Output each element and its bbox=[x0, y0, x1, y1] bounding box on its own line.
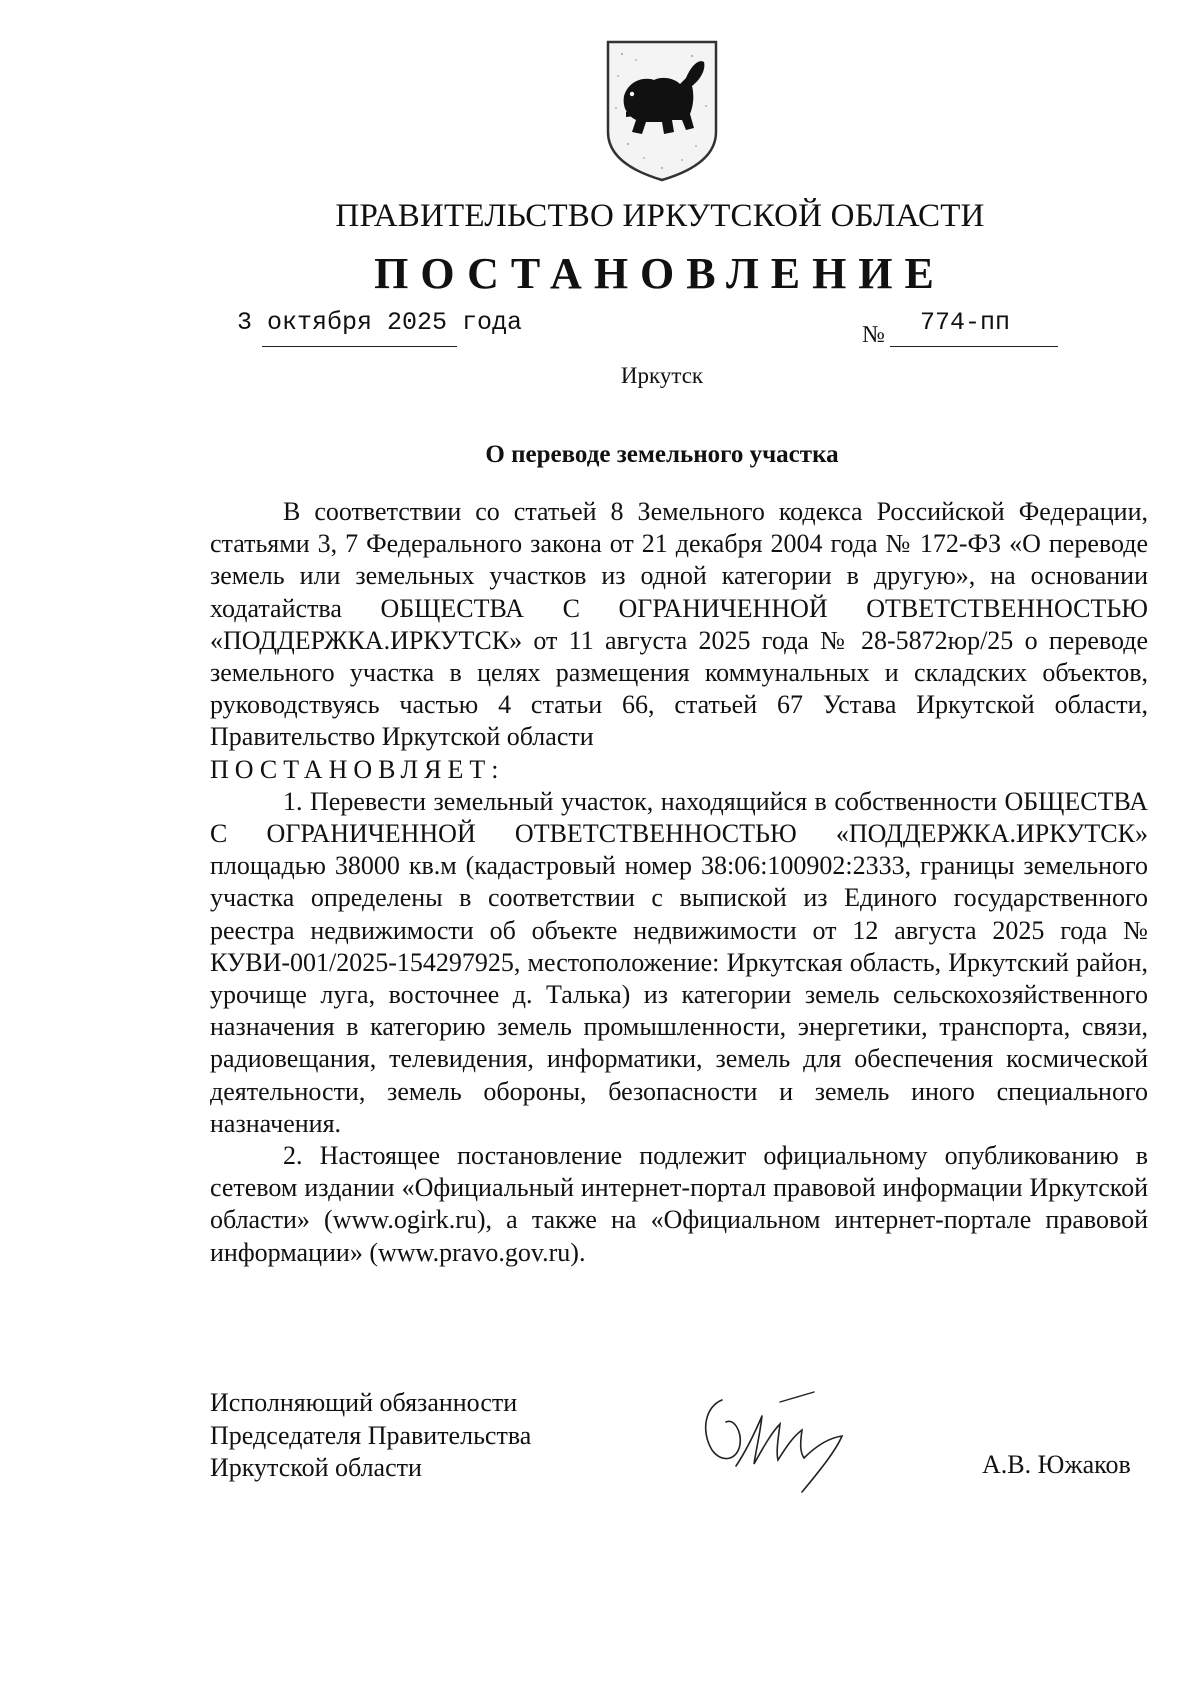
resolves-keyword: ПОСТАНОВЛЯЕТ: bbox=[210, 754, 505, 784]
document-subject: О переводе земельного участка bbox=[485, 441, 839, 468]
number-sign: № bbox=[862, 322, 885, 348]
handwritten-signature bbox=[696, 1388, 906, 1498]
document-date: 3 октября 2025 года bbox=[237, 308, 523, 337]
signatory-name: А.В. Южаков bbox=[982, 1450, 1131, 1479]
signatory-position-line: Председателя Правительства bbox=[210, 1420, 532, 1450]
signatory-position-line: Иркутской области bbox=[210, 1453, 422, 1482]
issue-city: Иркутск bbox=[620, 363, 704, 388]
signatory-position bbox=[210, 1387, 531, 1485]
document-type-title: ПОСТАНОВЛЕНИЕ bbox=[374, 249, 946, 298]
date-underline bbox=[262, 346, 457, 347]
number-underline bbox=[890, 346, 1058, 347]
preamble-paragraph: В соответствии со статьей 8 Земельного кодекса Российской Федерации, статьями 3, 7 Федерального закона от 21 декабря 2004 года № 172-ФЗ «О переводе земель или земельных участков из одной категории в другую», на основании ходатайства ОБЩЕСТВА С ОГРАНИЧЕННОЙ ОТВЕТСТВЕННОСТЬЮ «ПОДДЕРЖКА.ИРКУТСК» от 11 августа 2025 года № 28-5872юр/25 о переводе земельного участка в целях размещения коммунальных и складских объектов, руководствуясь частью 4 статьи 66, статьей 67 Устава Иркутской области, Правительство Иркутской области bbox=[210, 497, 1148, 752]
item-1-paragraph: 1. Перевести земельный участок, находящийся в собственности ОБЩЕСТВА С ОГРАНИЧЕННОЙ ОТВЕТСТВЕННОСТЬЮ «ПОДДЕРЖКА.ИРКУТСК» площадью 38000 кв.м (кадастровый номер 38:06:100902:2333, границы земельного участка определены в соответствии с выпиской из Единого государственного реестра недвижимости об объекте недвижимости от 12 августа 2025 года № КУВИ-001/2025-154297925, местоположение: Иркутская область, Иркутский район, урочище луга, восточнее д. Талька) из категории земель сельскохозяйственного назначения в категорию земель промышленности, энергетики, транспорта, связи, радиовещания, телевидения, информатики, земель для обеспечения космической деятельности, земель обороны, безопасности и земель иного специального назначения. bbox=[210, 786, 1148, 1138]
signatory-position-line: Исполняющий обязанности bbox=[210, 1388, 518, 1417]
document-body bbox=[210, 496, 1148, 1269]
irkutsk-coat-of-arms-icon bbox=[602, 36, 722, 184]
document-number: 774-пп bbox=[920, 308, 1011, 337]
item-2-paragraph: 2. Настоящее постановление подлежит официальному опубликованию в сетевом издании «Официальный интернет-портал правовой информации Иркутской области» (www.ogirk.ru), а также на «Официальном интернет-портале правовой информации» (www.pravo.gov.ru). bbox=[210, 1141, 1148, 1267]
government-name: ПРАВИТЕЛЬСТВО ИРКУТСКОЙ ОБЛАСТИ bbox=[335, 198, 985, 234]
